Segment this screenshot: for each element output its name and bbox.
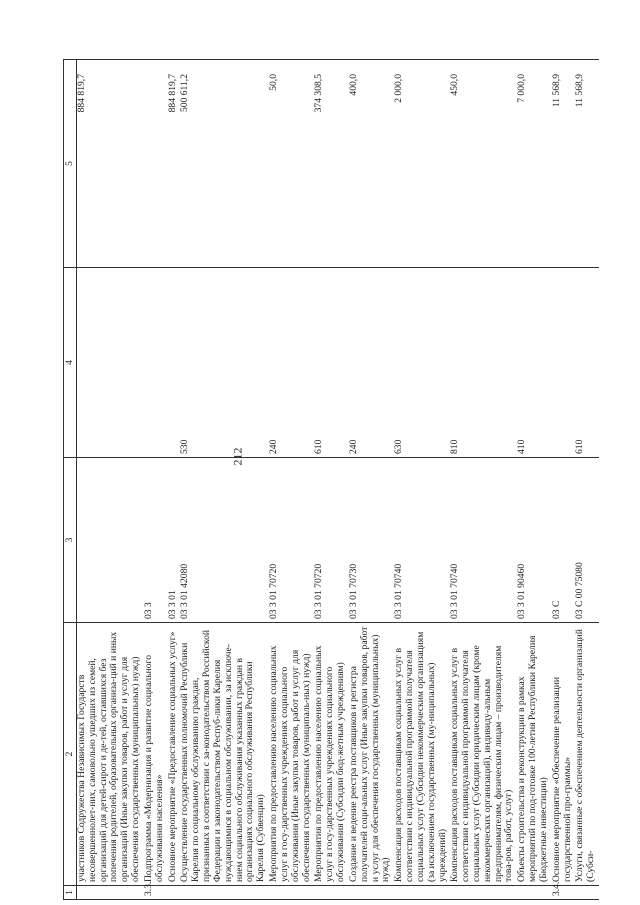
row-number <box>517 886 551 900</box>
row-description: Компенсация расходов поставщикам социальных услуг в соответствии с индивидуальной программой получателя социальных услуг (Субсидии юридическим лицам (кроме некоммерческих организаций), индивиду-альным предпринимателям, физическим лицам – производителям това-ров, работ, услуг) <box>450 623 517 886</box>
column-header-5: 5 <box>64 60 77 268</box>
row-description: Мероприятия по предоставлению населению социальных услуг в госу-дарственных учреждениях социального обслуживания (Субсидии бюд-жетным учреждениям) <box>314 623 348 886</box>
row-amount: 884 819,7 <box>168 60 181 268</box>
row-description: Осуществление государственных полномочий Республики Карелия по социальному обслуживанию граждан, признанных в соответствии с за-конодательством Российской Федерации и законодательством Респуб-лики Карелия нуждающимися в социальном обслуживании, за исключе-нием социального обслуживания указанных граждан в организациях социального обслуживания Республики Карелия (Субвенции) <box>180 623 269 886</box>
row-number <box>450 886 517 900</box>
table-row <box>450 60 517 900</box>
row-expense-type: 630 <box>394 268 450 458</box>
row-expense-type <box>552 268 576 458</box>
row-description: Компенсация расходов поставщикам социальных услуг в соответствии с индивидуальной программой получателя социальных услуг (Субсидии некоммерческим организациям (за исключением государственных (му-ниципальных) учреждений) <box>394 623 450 886</box>
row-number <box>394 886 450 900</box>
row-number: 3.4. <box>552 886 576 900</box>
column-header-2: 2 <box>64 623 77 886</box>
row-code: 03 3 01 42080 <box>180 458 269 623</box>
page-number: 212 <box>230 447 245 466</box>
row-number <box>168 886 181 900</box>
row-description: Подпрограмма «Модернизация и развитие социального обслуживания населения» <box>144 623 168 886</box>
row-expense-type: 240 <box>349 268 394 458</box>
table-body <box>77 60 600 900</box>
table-row <box>394 60 450 900</box>
row-expense-type: 240 <box>269 268 314 458</box>
table-row <box>552 60 576 900</box>
row-code: 03 3 01 70720 <box>269 458 314 623</box>
row-code: 03 С <box>552 458 576 623</box>
row-number <box>180 886 269 900</box>
header-row <box>64 60 77 900</box>
column-header-3: 3 <box>64 458 77 623</box>
row-expense-type: 610 <box>314 268 348 458</box>
row-amount: 400,0 <box>349 60 394 268</box>
row-expense-type <box>144 268 168 458</box>
table-row <box>180 60 269 900</box>
row-code: 03 3 01 70720 <box>314 458 348 623</box>
row-amount: 884 819,7 <box>77 60 144 268</box>
row-description: Объекты строительства и реконструкции в рамках мероприятий по под-готовке 100-летия Республики Карелия (Бюджетные инвестиции) <box>517 623 551 886</box>
row-code: 03 3 01 70740 <box>450 458 517 623</box>
row-amount <box>144 60 168 268</box>
row-number <box>349 886 394 900</box>
row-expense-type: 610 <box>575 268 599 458</box>
table-row <box>144 60 168 900</box>
row-code: 03 3 01 70740 <box>394 458 450 623</box>
row-description: участников Содружества Независимых Государств несовершеннолет-них, самовольно ушедших из семей, организаций для детей-сирот и де-тей, оставшихся без попечения родителей, образовательных организа-ций и иных организаций (Иные закупки товаров, работ и услуг для обеспечения государственных (муниципальных) нужд) <box>77 623 144 886</box>
row-code: 03 3 01 90460 <box>517 458 551 623</box>
row-expense-type <box>77 268 144 458</box>
table-row <box>77 60 144 900</box>
row-number <box>314 886 348 900</box>
row-description: Основное мероприятие «Предоставление социальных услуг» <box>168 623 181 886</box>
row-code <box>77 458 144 623</box>
row-amount: 374 308,5 <box>314 60 348 268</box>
row-number <box>269 886 314 900</box>
row-expense-type: 410 <box>517 268 551 458</box>
row-amount: 50,0 <box>269 60 314 268</box>
row-expense-type: 810 <box>450 268 517 458</box>
row-code: 03 С 00 75080 <box>575 458 599 623</box>
table-row <box>575 60 599 900</box>
table-row <box>314 60 348 900</box>
row-amount: 450,0 <box>450 60 517 268</box>
budget-table <box>63 59 599 900</box>
table-row <box>517 60 551 900</box>
row-amount: 7 000,0 <box>517 60 551 268</box>
row-description: Услуги, связанные с обеспечением деятельности организаций (Субси- <box>575 623 599 886</box>
budget-table-sheet <box>63 60 623 900</box>
row-amount: 11 568,9 <box>575 60 599 268</box>
row-number <box>575 886 599 900</box>
row-expense-type <box>168 268 181 458</box>
table-row <box>269 60 314 900</box>
row-amount: 2 000,0 <box>394 60 450 268</box>
row-code: 03 3 <box>144 458 168 623</box>
row-number: 3.3. <box>144 886 168 900</box>
row-code: 03 3 01 70730 <box>349 458 394 623</box>
column-header-4: 4 <box>64 268 77 458</box>
row-description: Мероприятия по предоставлению населению социальных услуг в госу-дарственных учреждениях социального обслуживания (Иные закупки товаров, работ и услуг для обеспечения государственных (муниципаль-ных) нужд) <box>269 623 314 886</box>
table-row <box>349 60 394 900</box>
row-description: Создание и ведение реестра поставщиков и регистра получателей соци-альных услуг (Иные закупки товаров, работ и услуг для обеспечения государственных (муниципальных) нужд) <box>349 623 394 886</box>
row-code: 03 3 01 <box>168 458 181 623</box>
row-description: Основное мероприятие «Обеспечение реализации государственной про-граммы» <box>552 623 576 886</box>
row-expense-type: 530 <box>180 268 269 458</box>
row-number <box>77 886 144 900</box>
row-amount: 11 568,9 <box>552 60 576 268</box>
column-header-1: 1 <box>64 886 77 900</box>
row-amount: 500 611,2 <box>180 60 269 268</box>
